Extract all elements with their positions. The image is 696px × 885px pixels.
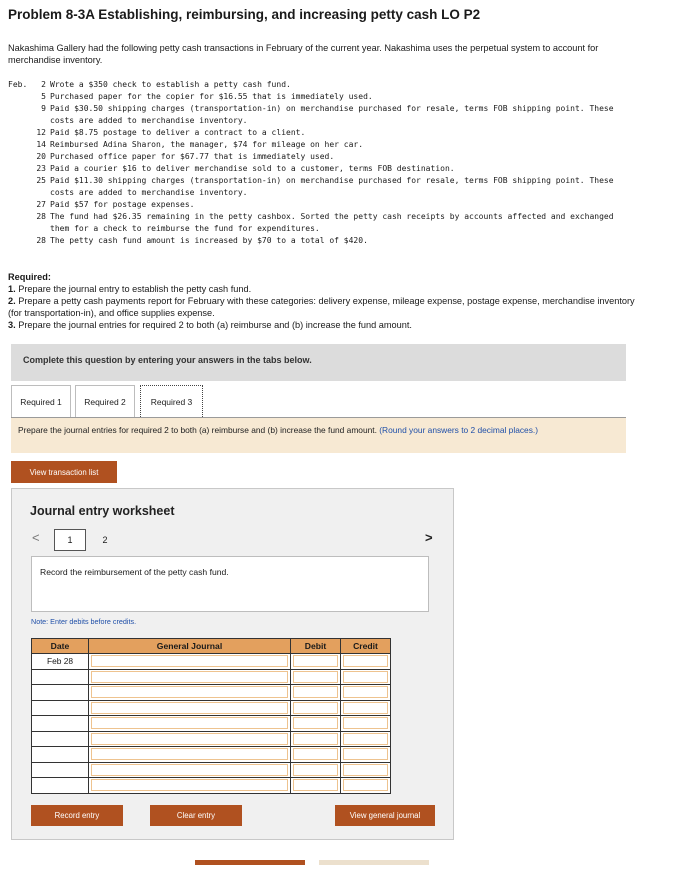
transaction-text: Paid $57 for postage expenses.: [50, 200, 195, 209]
account-input[interactable]: [91, 717, 288, 729]
credit-cell: [341, 685, 391, 701]
date-cell[interactable]: [32, 700, 89, 716]
worksheet-page-2[interactable]: 2: [102, 535, 108, 545]
required-item: [8, 319, 638, 331]
debit-input[interactable]: [293, 748, 338, 760]
view-general-journal-button[interactable]: View general journal: [335, 805, 435, 826]
account-input[interactable]: [91, 733, 288, 745]
required-heading: Required:: [8, 272, 51, 282]
debit-input[interactable]: [293, 702, 338, 714]
transaction-day: 28: [36, 212, 46, 221]
tab-instruction: [11, 418, 626, 453]
journal-row: [32, 762, 391, 778]
required-number: 3.: [8, 320, 16, 330]
account-input[interactable]: [91, 655, 288, 667]
debit-column-header: Debit: [291, 639, 341, 654]
required-number: 2.: [8, 296, 16, 306]
account-input[interactable]: [91, 702, 288, 714]
journal-row: [32, 700, 391, 716]
journal-row: [32, 669, 391, 685]
credit-input[interactable]: [343, 655, 388, 667]
credit-input[interactable]: [343, 748, 388, 760]
credit-cell: [341, 731, 391, 747]
transaction-day: 25: [36, 176, 46, 185]
credit-cell: [341, 762, 391, 778]
journal-entry-worksheet: [11, 488, 454, 840]
transaction-text: The petty cash fund amount is increased by $70 to a total of $420.: [50, 236, 368, 245]
transaction-item: [8, 199, 658, 211]
instructions-banner: Complete this question by entering your answers in the tabs below.: [11, 344, 626, 381]
credit-input[interactable]: [343, 671, 388, 683]
credit-input[interactable]: [343, 702, 388, 714]
account-cell: [89, 716, 291, 732]
date-cell[interactable]: [32, 669, 89, 685]
account-cell: [89, 747, 291, 763]
debit-cell: [291, 669, 341, 685]
tab-required-1[interactable]: Required 1: [11, 385, 71, 417]
debit-cell: [291, 685, 341, 701]
problem-intro: Nakashima Gallery had the following petty cash transactions in February of the current year. Nakashima uses the perpetual system to account for merchandise inventory.: [8, 43, 599, 65]
transaction-list: [8, 79, 658, 247]
date-cell[interactable]: [32, 716, 89, 732]
account-cell: [89, 731, 291, 747]
credit-cell: [341, 654, 391, 670]
transaction-text: Paid a courier $16 to deliver merchandise sold to a customer, terms FOB destination.: [50, 164, 455, 173]
next-nav-bar[interactable]: [319, 860, 429, 865]
transaction-item: [8, 235, 658, 247]
account-cell: [89, 654, 291, 670]
required-text: Prepare the journal entries for required 2 to both (a) reimburse and (b) increase the fund amount.: [18, 320, 412, 330]
debit-cell: [291, 716, 341, 732]
transaction-item: [8, 127, 658, 139]
transaction-day: 12: [36, 128, 46, 137]
transaction-item: [8, 175, 658, 187]
next-arrow-icon[interactable]: >: [425, 530, 433, 545]
date-column-header: Date: [32, 639, 89, 654]
date-cell[interactable]: [32, 731, 89, 747]
account-input[interactable]: [91, 686, 288, 698]
transaction-day: 20: [36, 152, 46, 161]
month-label: Feb.: [8, 80, 28, 89]
account-cell: [89, 700, 291, 716]
date-cell[interactable]: [32, 778, 89, 794]
debit-input[interactable]: [293, 686, 338, 698]
credit-cell: [341, 747, 391, 763]
journal-row: [32, 731, 391, 747]
account-input[interactable]: [91, 779, 288, 791]
required-item: [8, 283, 638, 295]
transaction-text: Paid $8.75 postage to deliver a contract to a client.: [50, 128, 306, 137]
debit-input[interactable]: [293, 764, 338, 776]
account-cell: [89, 685, 291, 701]
journal-row: [32, 778, 391, 794]
transaction-text: Paid $11.30 shipping charges (transportation-in) on merchandise purchased for resale, terms FOB shipping point. These: [50, 176, 614, 185]
transaction-item: [8, 151, 658, 163]
transaction-item-continued: [8, 223, 658, 235]
transaction-text: costs are added to merchandise inventory.: [50, 188, 248, 197]
credit-input[interactable]: [343, 764, 388, 776]
transaction-item: [8, 79, 658, 91]
debit-input[interactable]: [293, 671, 338, 683]
date-cell: Feb 28: [32, 654, 89, 670]
credit-cell: [341, 669, 391, 685]
transaction-item: [8, 163, 658, 175]
transaction-day: 23: [36, 164, 46, 173]
transaction-day: 14: [36, 140, 46, 149]
transaction-text: them for a check to reimburse the fund for expenditures.: [50, 224, 320, 233]
transaction-day: 5: [41, 92, 46, 101]
clear-entry-button[interactable]: Clear entry: [150, 805, 242, 826]
account-input[interactable]: [91, 748, 288, 760]
journal-row: [32, 685, 391, 701]
required-text: Prepare a petty cash payments report for February with these categories: delivery expense, mileage expense, postage expense, merchandise inventory (for transportation-in), and office supplies expense.: [8, 296, 635, 318]
account-cell: [89, 778, 291, 794]
journal-header-row: [32, 639, 391, 654]
account-input[interactable]: [91, 671, 288, 683]
previous-arrow-icon[interactable]: <: [32, 530, 40, 545]
required-text: Prepare the journal entry to establish the petty cash fund.: [18, 284, 252, 294]
tab-required-2[interactable]: Required 2: [75, 385, 135, 417]
transaction-text: Purchased office paper for $67.77 that is immediately used.: [50, 152, 335, 161]
entry-description: Record the reimbursement of the petty cash fund.: [31, 556, 429, 612]
credit-input[interactable]: [343, 686, 388, 698]
journal-row: [32, 747, 391, 763]
transaction-day: 2: [41, 80, 46, 89]
transaction-item-continued: [8, 187, 658, 199]
debit-input[interactable]: [293, 655, 338, 667]
journal-table: [31, 638, 391, 794]
prev-nav-bar[interactable]: [195, 860, 305, 865]
transaction-text: Reimbursed Adina Sharon, the manager, $74 for mileage on her car.: [50, 140, 364, 149]
date-cell[interactable]: [32, 685, 89, 701]
transaction-item: [8, 103, 658, 115]
transaction-day: 9: [41, 104, 46, 113]
account-cell: [89, 669, 291, 685]
credit-input[interactable]: [343, 717, 388, 729]
credit-cell: [341, 778, 391, 794]
debit-input[interactable]: [293, 717, 338, 729]
transaction-text: Paid $30.50 shipping charges (transportation-in) on merchandise purchased for resale, terms FOB shipping point. These: [50, 104, 614, 113]
transaction-text: costs are added to merchandise inventory.: [50, 116, 248, 125]
debit-cell: [291, 747, 341, 763]
record-entry-button[interactable]: Record entry: [31, 805, 123, 826]
view-transaction-list-button[interactable]: View transaction list: [11, 461, 117, 483]
credit-column-header: Credit: [341, 639, 391, 654]
debit-cell: [291, 731, 341, 747]
worksheet-title: Journal entry worksheet: [30, 504, 175, 518]
account-cell: [89, 762, 291, 778]
date-cell[interactable]: [32, 762, 89, 778]
credit-cell: [341, 716, 391, 732]
journal-row: [32, 716, 391, 732]
transaction-text: The fund had $26.35 remaining in the petty cashbox. Sorted the petty cash receipts by accounts affected and exchanged: [50, 212, 614, 221]
required-number: 1.: [8, 284, 16, 294]
date-cell[interactable]: [32, 747, 89, 763]
tab-required-3[interactable]: Required 3: [140, 385, 203, 417]
debit-cell: [291, 654, 341, 670]
debit-cell: [291, 778, 341, 794]
transaction-item-continued: [8, 115, 658, 127]
debit-input[interactable]: [293, 733, 338, 745]
account-input[interactable]: [91, 764, 288, 776]
problem-title: Problem 8-3A Establishing, reimbursing, and increasing petty cash LO P2: [8, 7, 481, 22]
debit-input[interactable]: [293, 779, 338, 791]
worksheet-page-1[interactable]: 1: [54, 529, 86, 551]
transaction-item: [8, 211, 658, 223]
instruction-text: Prepare the journal entries for required 2 to both (a) reimburse and (b) increase the fund amount.: [18, 425, 377, 435]
rounding-note: (Round your answers to 2 decimal places.): [379, 425, 538, 435]
transaction-text: Wrote a $350 check to establish a petty cash fund.: [50, 80, 291, 89]
transaction-text: Purchased paper for the copier for $16.55 that is immediately used.: [50, 92, 373, 101]
debit-cell: [291, 762, 341, 778]
debit-credit-note: Note: Enter debits before credits.: [31, 617, 137, 626]
required-section: [8, 271, 638, 331]
journal-row: [32, 654, 391, 670]
credit-cell: [341, 700, 391, 716]
general-journal-column-header: General Journal: [89, 639, 291, 654]
transaction-day: 28: [36, 236, 46, 245]
transaction-day: 27: [36, 200, 46, 209]
transaction-item: [8, 139, 658, 151]
required-item: [8, 295, 638, 319]
transaction-item: [8, 91, 658, 103]
debit-cell: [291, 700, 341, 716]
credit-input[interactable]: [343, 733, 388, 745]
credit-input[interactable]: [343, 779, 388, 791]
